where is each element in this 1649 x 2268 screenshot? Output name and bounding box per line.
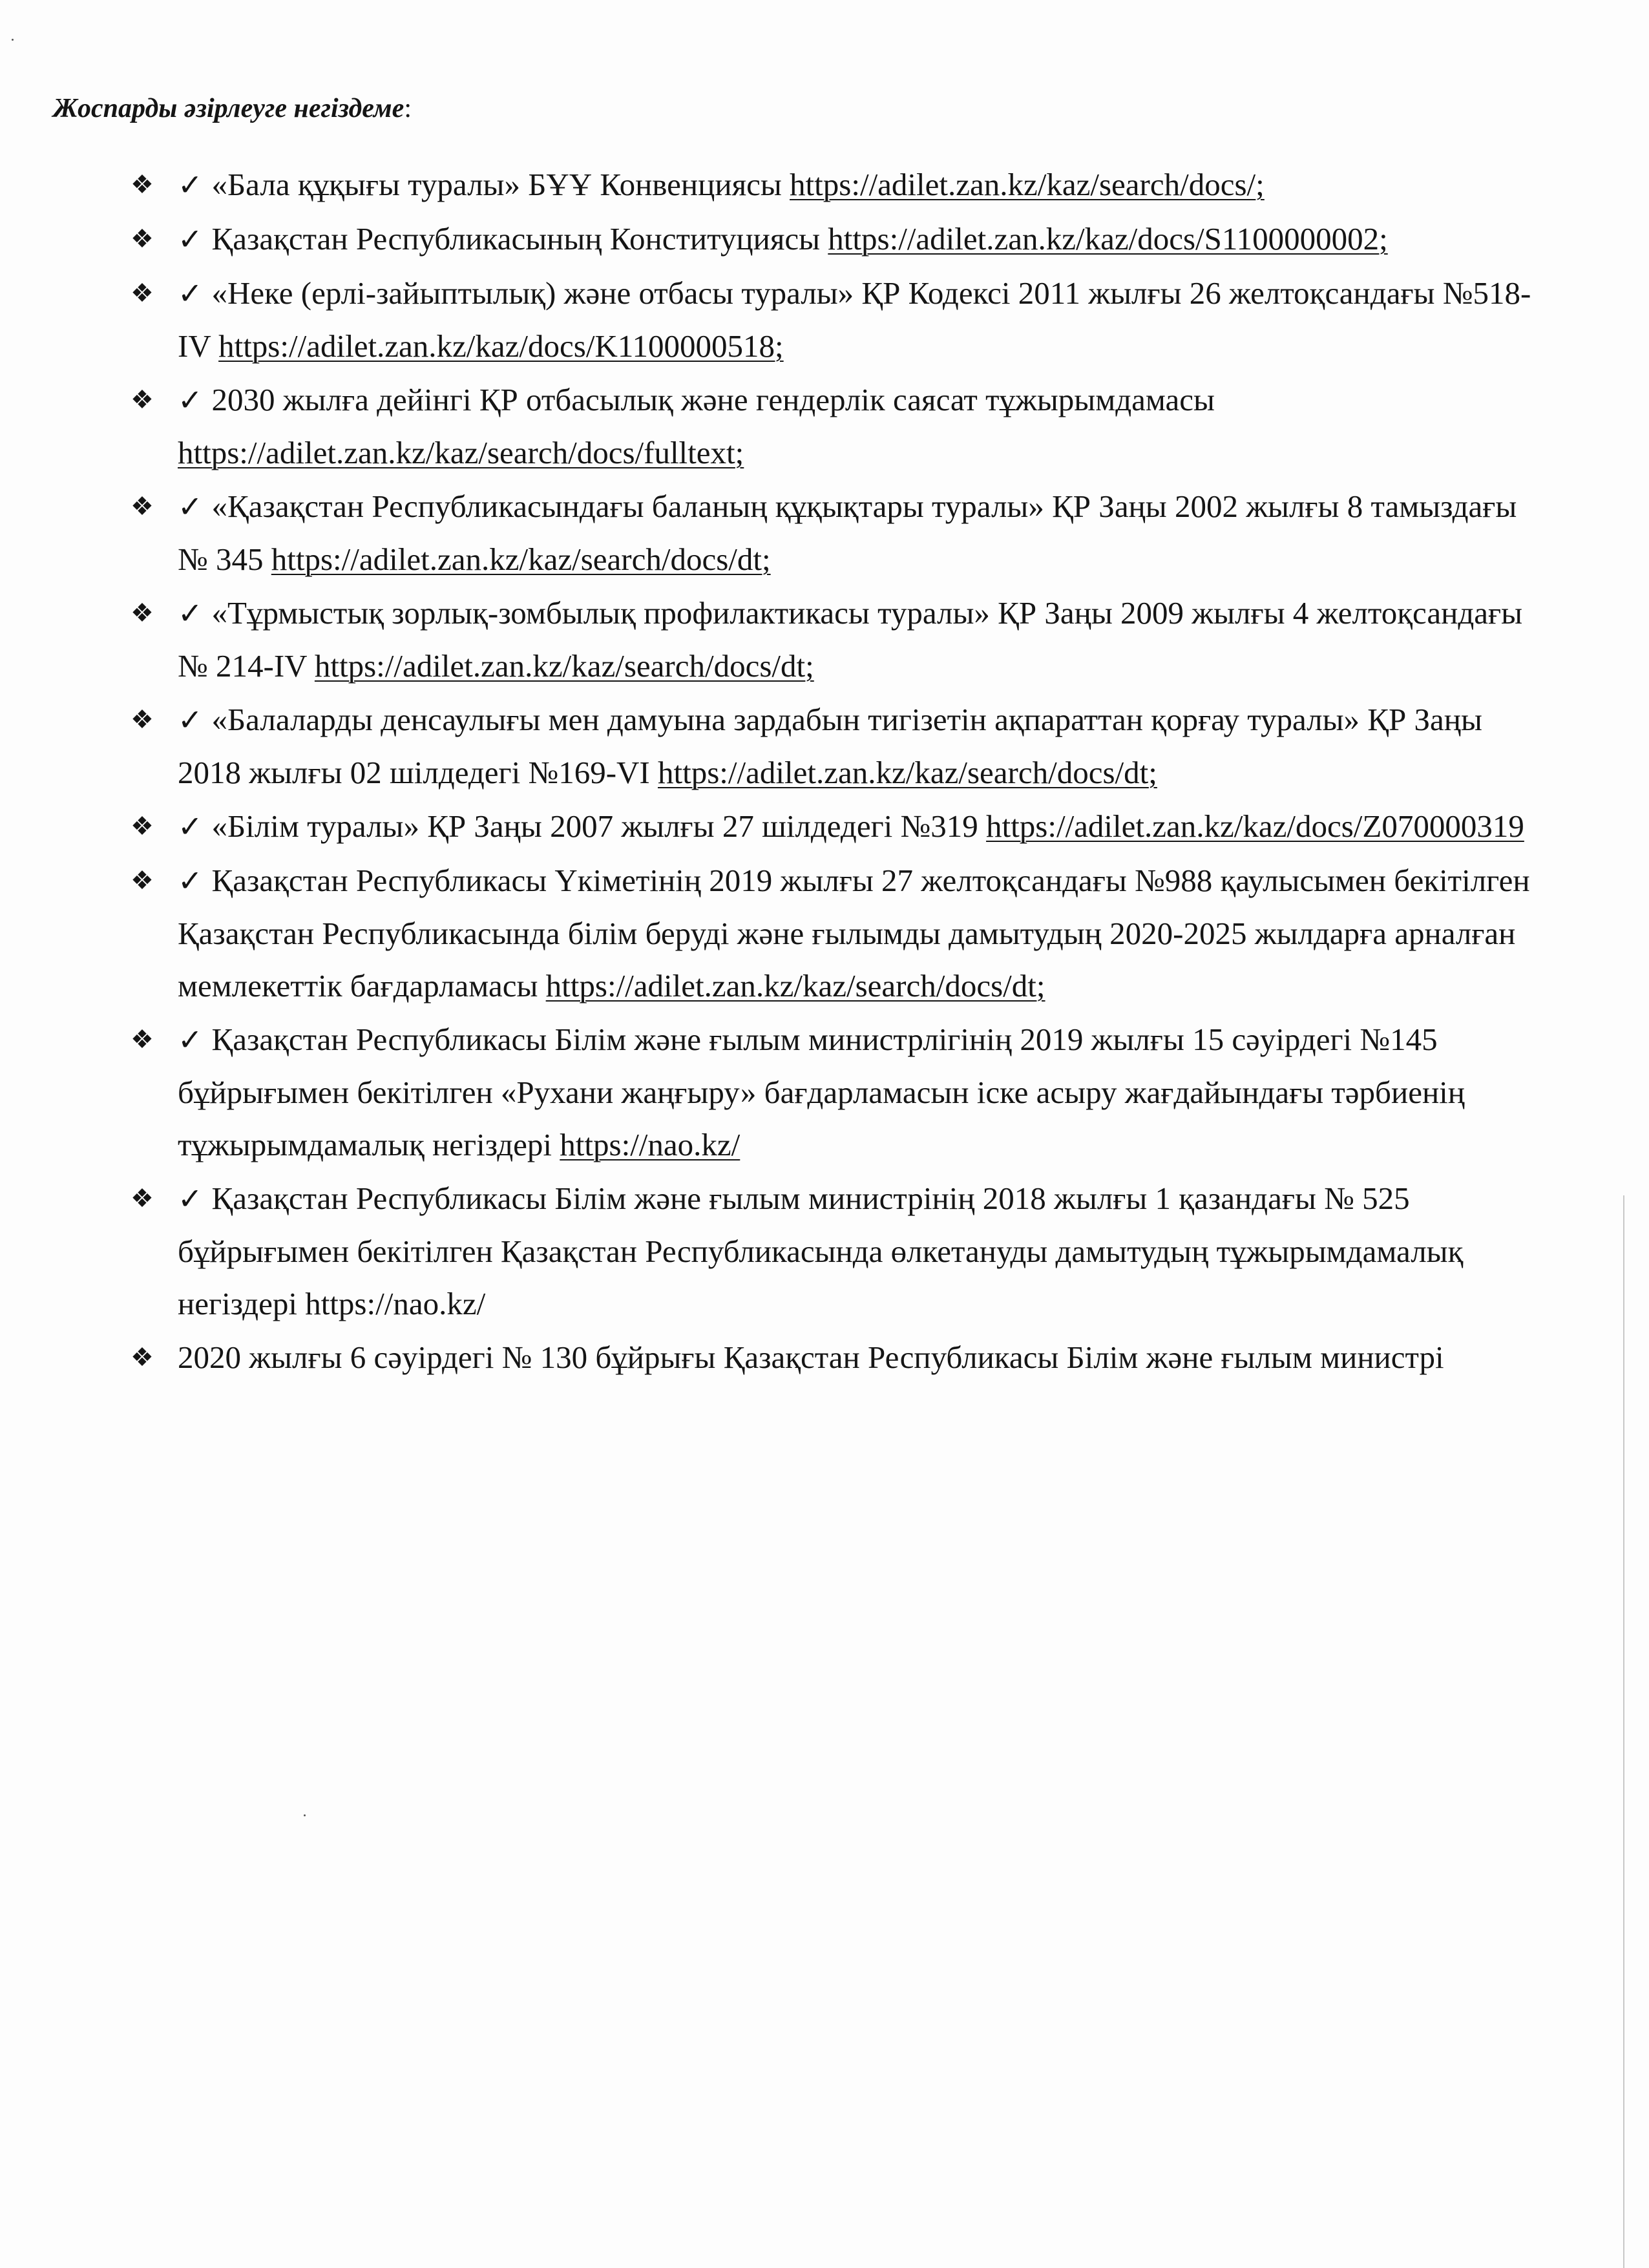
link-punctuation: ;: [1379, 221, 1388, 257]
link-punctuation: ;: [1148, 755, 1157, 790]
list-item: [0, 1172, 1649, 1330]
scan-speck: [12, 39, 14, 41]
list-item-text: «Қазақстан Республикасындағы баланың құқықтары туралы» ҚР Заңы 2002 жылғы 8 тамыздағы № 345: [178, 488, 1517, 577]
list-item: [0, 1013, 1649, 1171]
diamond-bullet-icon: ❖: [131, 598, 154, 627]
list-item: [0, 373, 1649, 479]
list-item: [0, 213, 1649, 266]
document-link[interactable]: https://adilet.zan.kz/kaz/search/docs/dt: [314, 648, 806, 684]
list-item-text: Қазақстан Республикасы Үкіметінің 2019 жылғы 27 желтоқсандағы №988 қаулысымен бекітілген Қазақстан Республикасында білім беруді және ғылымды дамытудың 2020-2025 жылдарға арналған мемлекеттік бағдарламасы: [178, 863, 1530, 1003]
diamond-bullet-icon: ❖: [131, 492, 154, 521]
checkmark-icon: ✓: [178, 276, 203, 311]
document-link[interactable]: https://adilet.zan.kz/kaz/search/docs/: [790, 167, 1256, 202]
document-link[interactable]: https://adilet.zan.kz/kaz/docs/Z070000319: [986, 808, 1524, 844]
scan-speck: [304, 1814, 306, 1816]
page-heading-colon: :: [404, 94, 412, 123]
checkmark-icon: ✓: [178, 1022, 203, 1057]
diamond-bullet-icon: ❖: [131, 705, 154, 734]
diamond-bullet-icon: ❖: [131, 866, 154, 895]
diamond-bullet-icon: ❖: [131, 1184, 154, 1213]
diamond-bullet-icon: ❖: [131, 1343, 154, 1372]
list-item-text: «Бала құқығы туралы» БҰҰ Конвенциясы: [211, 167, 790, 202]
document-link[interactable]: https://adilet.zan.kz/kaz/search/docs/dt: [658, 755, 1149, 790]
list-item-text: «Білім туралы» ҚР Заңы 2007 жылғы 27 шілдедегі №319: [211, 808, 987, 844]
list-item: [0, 587, 1649, 692]
list-item-text: «Балаларды денсаулығы мен дамуына зардабын тигізетін ақпараттан қорғау туралы» ҚР Заңы 2018 жылғы 02 шілдедегі №169-VI: [178, 702, 1482, 790]
diamond-bullet-icon: ❖: [131, 812, 154, 841]
list-item-text: 2030 жылға дейінгі ҚР отбасылық және гендерлік саясат тұжырымдамасы: [211, 382, 1215, 417]
link-punctuation: ;: [775, 328, 784, 364]
scan-edge-line: [1623, 1195, 1624, 2268]
list-item: [0, 1331, 1649, 1383]
list-item: [0, 800, 1649, 853]
checkmark-icon: ✓: [178, 489, 203, 524]
checkmark-icon: ✓: [178, 1181, 203, 1216]
diamond-bullet-icon: ❖: [131, 385, 154, 414]
list-item-text: «Тұрмыстық зорлық-зомбылық профилактикасы туралы» ҚР Заңы 2009 жылғы 4 желтоқсандағы № 214-IV: [178, 595, 1523, 684]
list-item-text: Қазақстан Республикасының Конституциясы: [211, 221, 828, 257]
checkmark-icon: ✓: [178, 809, 203, 844]
reference-list: [0, 158, 1649, 1385]
document-link[interactable]: https://adilet.zan.kz/kaz/search/docs/dt: [545, 968, 1036, 1003]
checkmark-icon: ✓: [178, 596, 203, 631]
checkmark-icon: ✓: [178, 222, 203, 257]
checkmark-icon: ✓: [178, 167, 203, 202]
list-item: [0, 158, 1649, 211]
document-link[interactable]: https://nao.kz/: [560, 1127, 740, 1162]
page-heading: [53, 89, 412, 128]
list-item-text: Қазақстан Республикасы Білім және ғылым министрлігінің 2019 жылғы 15 сәуірдегі №145 бұйрығымен бекітілген «Рухани жаңғыру» бағдарламасын іске асыру жағдайындағы тәрбиенің тұжырымдамалық негіздері: [178, 1022, 1465, 1162]
link-punctuation: ;: [762, 541, 771, 577]
diamond-bullet-icon: ❖: [131, 278, 154, 308]
link-punctuation: ;: [735, 435, 744, 470]
document-link[interactable]: https://adilet.zan.kz/kaz/docs/K1100000518: [218, 328, 775, 364]
checkmark-icon: ✓: [178, 702, 203, 737]
diamond-bullet-icon: ❖: [131, 224, 154, 253]
diamond-bullet-icon: ❖: [131, 1025, 154, 1054]
list-item: [0, 480, 1649, 585]
page-heading-text: Жоспарды әзірлеуге негіздеме: [53, 94, 404, 123]
link-punctuation: ;: [1036, 968, 1045, 1003]
document-link[interactable]: https://adilet.zan.kz/kaz/docs/S1100000002: [828, 221, 1380, 257]
link-punctuation: ;: [805, 648, 814, 684]
list-item-text: Қазақстан Республикасы Білім және ғылым министрінің 2018 жылғы 1 қазандағы № 525 бұйрығымен бекітілген Қазақстан Республикасында өлкетануды дамытудың тұжырымдамалық негіздері https://nao.kz/: [178, 1181, 1464, 1321]
link-punctuation: ;: [1255, 167, 1265, 202]
list-item-text: 2020 жылғы 6 сәуірдегі № 130 бұйрығы Қазақстан Республикасы Білім және ғылым министрі: [178, 1339, 1444, 1375]
list-item: [0, 267, 1649, 372]
document-link[interactable]: https://adilet.zan.kz/kaz/search/docs/fulltext: [178, 435, 735, 470]
checkmark-icon: ✓: [178, 383, 203, 417]
list-item-text: «Неке (ерлі-зайыптылық) және отбасы туралы» ҚР Кодексі 2011 жылғы 26 желтоқсандағы №518-IV: [178, 275, 1531, 364]
checkmark-icon: ✓: [178, 863, 203, 898]
list-item: [0, 693, 1649, 799]
list-item: [0, 854, 1649, 1012]
document-link[interactable]: https://adilet.zan.kz/kaz/search/docs/dt: [271, 541, 762, 577]
diamond-bullet-icon: ❖: [131, 170, 154, 199]
